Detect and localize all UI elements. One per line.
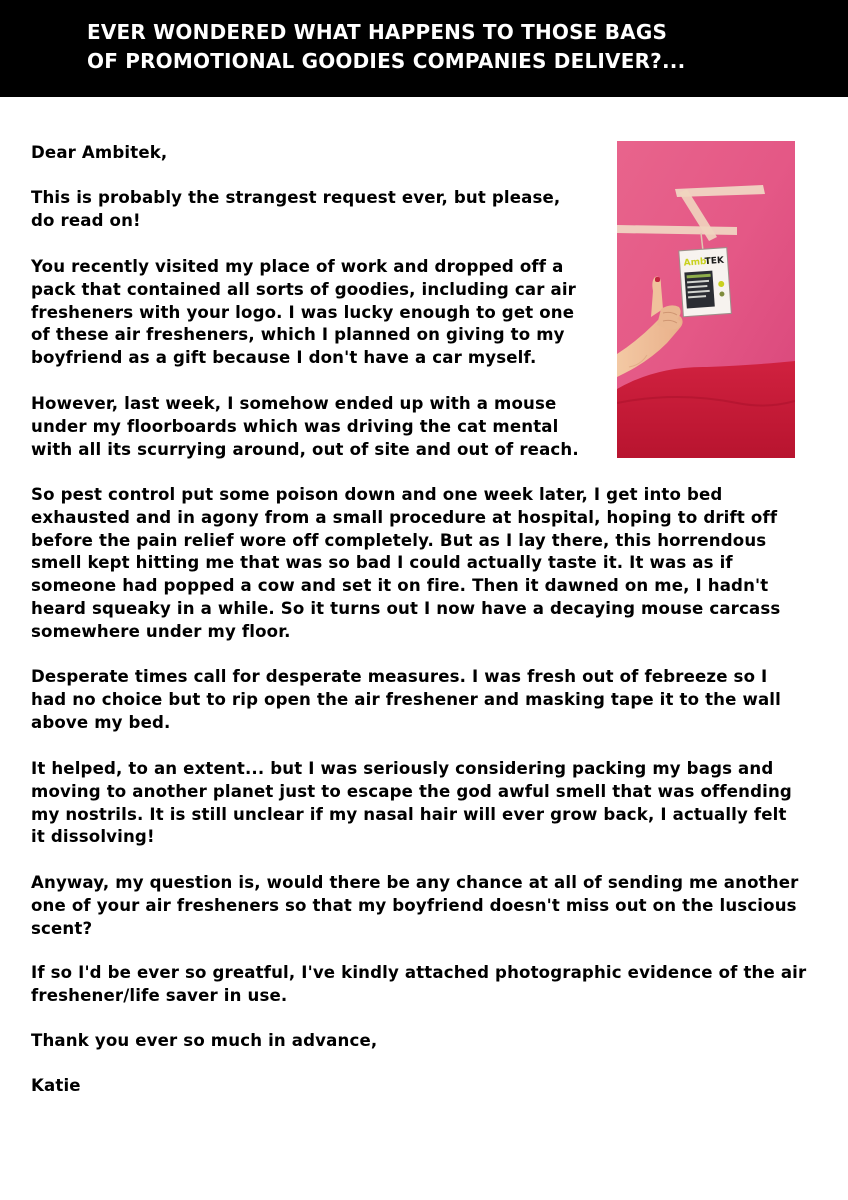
letter-line: heard squeaky in a while. So it turns out I now have a decaying mouse carcass bbox=[31, 598, 781, 618]
letter-line: somewhere under my floor. bbox=[31, 621, 291, 641]
letter-line: It helped, to an extent... but I was seriously considering packing my bags and bbox=[31, 759, 774, 778]
letter-line: However, last week, I somehow ended up with a mouse bbox=[31, 394, 557, 413]
letter-line: If so I'd be ever so greatful, I've kindly attached photographic evidence of the air bbox=[31, 963, 807, 982]
closing bbox=[31, 1030, 377, 1053]
letter-line: my nostrils. It is still unclear if my nasal hair will ever grow back, I actually felt bbox=[31, 804, 787, 824]
letter-line: with all its scurrying around, out of site and out of reach. bbox=[31, 439, 579, 459]
letter-line: before the pain relief wore off completely. But as I lay there, this horrendous bbox=[31, 530, 767, 550]
paragraph-grateful bbox=[31, 962, 806, 1008]
letter-line: scent? bbox=[31, 918, 93, 938]
letter-line: do read on! bbox=[31, 210, 141, 230]
letter-line: above my bed. bbox=[31, 712, 171, 732]
paragraph-question bbox=[31, 872, 798, 940]
headline bbox=[87, 18, 827, 76]
letter-line: had no choice but to rip open the air freshener and masking tape it to the wall bbox=[31, 689, 781, 709]
headline-line: EVER WONDERED WHAT HAPPENS TO THOSE BAGS bbox=[87, 20, 668, 44]
air-freshener-photo bbox=[617, 141, 795, 458]
paragraph-visit bbox=[31, 256, 576, 370]
letter-line: pack that contained all sorts of goodies, including car air bbox=[31, 279, 577, 299]
letter-line: This is probably the strangest request ever, but please, bbox=[31, 188, 561, 207]
letter-line: Anyway, my question is, would there be any chance at all of sending me another bbox=[31, 873, 799, 892]
greeting bbox=[31, 142, 167, 165]
letter-line: Katie bbox=[31, 1076, 81, 1095]
letter-line: freshener/life saver in use. bbox=[31, 985, 288, 1005]
paragraph-mouse bbox=[31, 393, 579, 461]
header-banner bbox=[0, 0, 848, 97]
letter-line: Thank you ever so much in advance, bbox=[31, 1031, 378, 1050]
paragraph-helped bbox=[31, 758, 792, 849]
letter-line: someone had popped a cow and set it on fire. Then it dawned on me, I hadn't bbox=[31, 576, 769, 596]
letter-line: So pest control put some poison down and one week later, I get into bed bbox=[31, 485, 723, 504]
paragraph-intro bbox=[31, 187, 560, 233]
letter-line: boyfriend as a gift because I don't have a car myself. bbox=[31, 348, 537, 368]
logo-text-right: TEK bbox=[704, 255, 725, 268]
letter-line: Desperate times call for desperate measures. I was fresh out of febreeze so I bbox=[31, 667, 768, 686]
headline-line: OF PROMOTIONAL GOODIES COMPANIES DELIVER?... bbox=[87, 49, 686, 73]
letter-line: exhausted and in agony from a small procedure at hospital, hoping to drift off bbox=[31, 507, 778, 527]
letter-line: one of your air fresheners so that my boyfriend doesn't miss out on the luscious bbox=[31, 895, 797, 915]
letter-line: You recently visited my place of work and dropped off a bbox=[31, 257, 564, 276]
paragraph-smell bbox=[31, 484, 780, 644]
letter-line: it dissolving! bbox=[31, 827, 155, 847]
paragraph-measures bbox=[31, 666, 781, 734]
signature bbox=[31, 1075, 81, 1098]
letter-line: moving to another planet just to escape the god awful smell that was offending bbox=[31, 781, 792, 801]
logo-text-left: Ambi bbox=[683, 256, 710, 269]
letter-line: Dear Ambitek, bbox=[31, 143, 168, 162]
letter-line: fresheners with your logo. I was lucky enough to get one bbox=[31, 302, 575, 322]
letter-line: smell kept hitting me that was so bad I could actually taste it. It was as if bbox=[31, 553, 733, 573]
letter-line: of these air fresheners, which I planned on giving to my bbox=[31, 325, 565, 345]
letter-line: under my floorboards which was driving the cat mental bbox=[31, 416, 559, 436]
